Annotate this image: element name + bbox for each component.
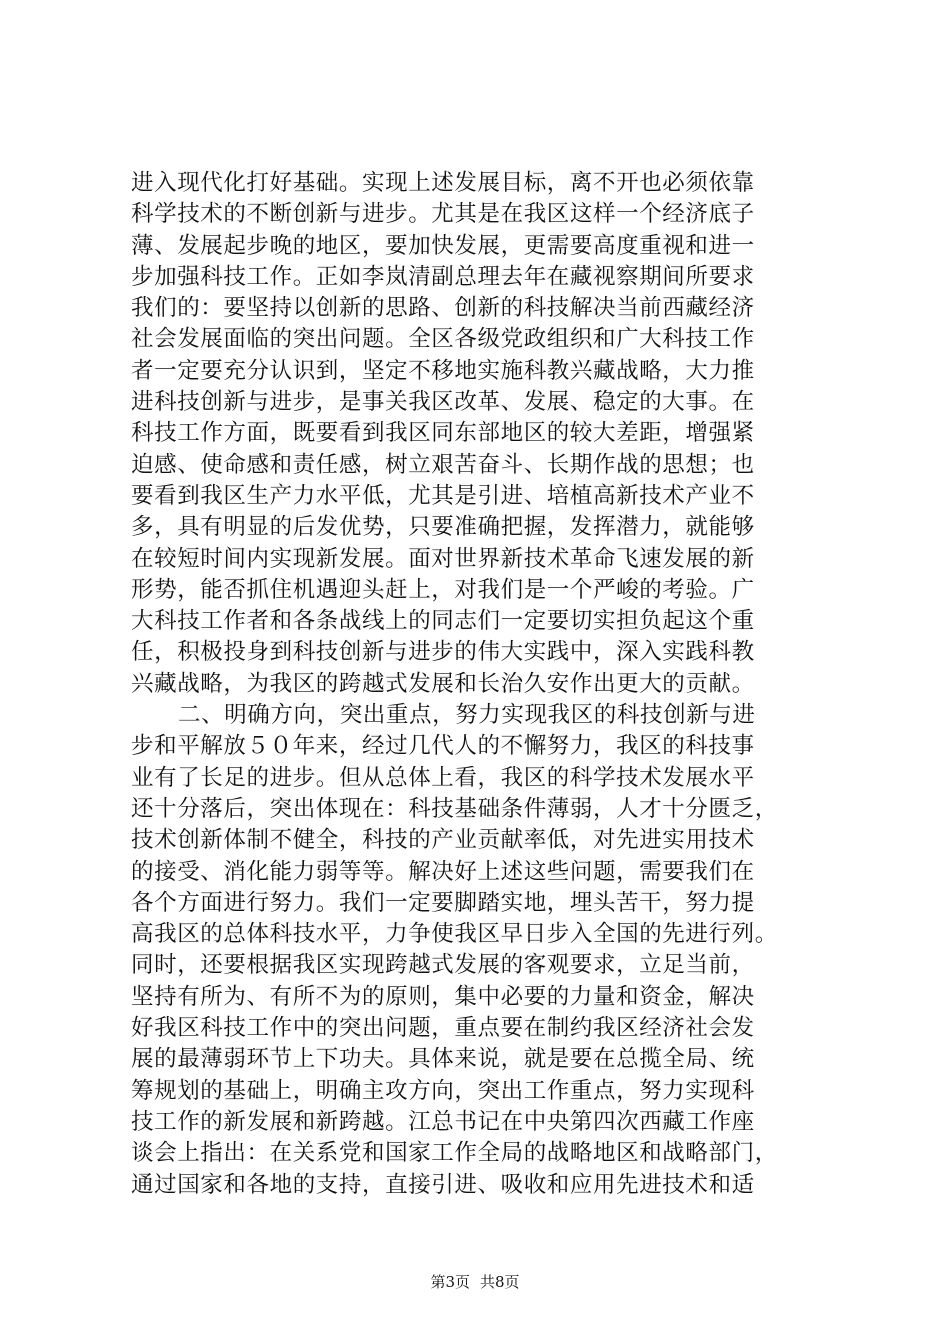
text-line: 任，积极投身到科技创新与进步的伟大实践中，深入实践科教 (131, 639, 755, 666)
text-line: 各个方面进行努力。我们一定要脚踏实地，埋头苦干，努力提 (131, 889, 755, 916)
text-line: 还十分落后，突出体现在：科技基础条件薄弱，人才十分匮乏， (131, 795, 778, 822)
text-line: 同时，还要根据我区实现跨越式发展的客观要求，立足当前， (131, 952, 755, 979)
text-line: 薄、发展起步晚的地区，要加快发展，更需要高度重视和进一 (131, 232, 755, 259)
text-line: 科学技术的不断创新与进步。尤其是在我区这样一个经济底子 (131, 201, 755, 228)
text-line: 步和平解放５０年来，经过几代人的不懈努力，我区的科技事 (131, 733, 755, 760)
text-line: 展的最薄弱环节上下功夫。具体来说，就是要在总揽全局、统 (131, 1046, 755, 1073)
text-line: 进入现代化打好基础。实现上述发展目标，离不开也必须依靠 (131, 170, 755, 196)
text-line: 我们的：要坚持以创新的思路、创新的科技解决当前西藏经济 (131, 295, 755, 322)
text-line: 步加强科技工作。正如李岚清副总理去年在藏视察期间所要求 (131, 263, 755, 290)
text-line: 形势，能否抓住机遇迎头赶上，对我们是一个严峻的考验。广 (131, 576, 755, 603)
text-line: 大科技工作者和各条战线上的同志们一定要切实担负起这个重 (131, 608, 755, 635)
text-line: 兴藏战略，为我区的跨越式发展和长治久安作出更大的贡献。 (131, 670, 755, 697)
text-line: 社会发展面临的突出问题。全区各级党政组织和广大科技工作 (131, 326, 755, 353)
text-line: 技术创新体制不健全，科技的产业贡献率低，对先进实用技术 (131, 827, 755, 854)
text-line: 者一定要充分认识到，坚定不移地实施科教兴藏战略，大力推 (131, 357, 755, 384)
page-total: 共8页 (480, 1273, 520, 1291)
text-line: 要看到我区生产力水平低，尤其是引进、培植高新技术产业不 (131, 482, 755, 509)
page-number: 第3页 (430, 1273, 470, 1291)
section-heading-line: 二、明确方向，突出重点，努力实现我区的科技创新与进 (178, 702, 756, 729)
page-footer (0, 1272, 950, 1292)
text-line: 迫感、使命感和责任感，树立艰苦奋斗、长期作战的思想；也 (131, 451, 755, 478)
text-line: 进科技创新与进步，是事关我区改革、发展、稳定的大事。在 (131, 389, 755, 416)
text-line: 通过国家和各地的支持，直接引进、吸收和应用先进技术和适 (131, 1171, 755, 1198)
body-text (131, 168, 831, 1201)
text-line: 的接受、消化能力弱等等。解决好上述这些问题，需要我们在 (131, 858, 755, 885)
text-line: 谈会上指出：在关系党和国家工作全局的战略地区和战略部门， (131, 1140, 778, 1167)
text-line: 技工作的新发展和新跨越。江总书记在中央第四次西藏工作座 (131, 1108, 755, 1135)
text-line: 高我区的总体科技水平，力争使我区早日步入全国的先进行列。 (131, 921, 778, 948)
text-line: 坚持有所为、有所不为的原则，集中必要的力量和资金，解决 (131, 983, 755, 1010)
text-line: 好我区科技工作中的突出问题，重点要在制约我区经济社会发 (131, 1015, 755, 1042)
text-line: 科技工作方面，既要看到我区同东部地区的较大差距，增强紧 (131, 420, 755, 447)
text-line: 筹规划的基础上，明确主攻方向，突出工作重点，努力实现科 (131, 1077, 755, 1104)
text-line: 多，具有明显的后发优势，只要准确把握，发挥潜力，就能够 (131, 514, 755, 541)
text-line: 在较短时间内实现新发展。面对世界新技术革命飞速发展的新 (131, 545, 755, 572)
text-line: 业有了长足的进步。但从总体上看，我区的科学技术发展水平 (131, 764, 755, 791)
